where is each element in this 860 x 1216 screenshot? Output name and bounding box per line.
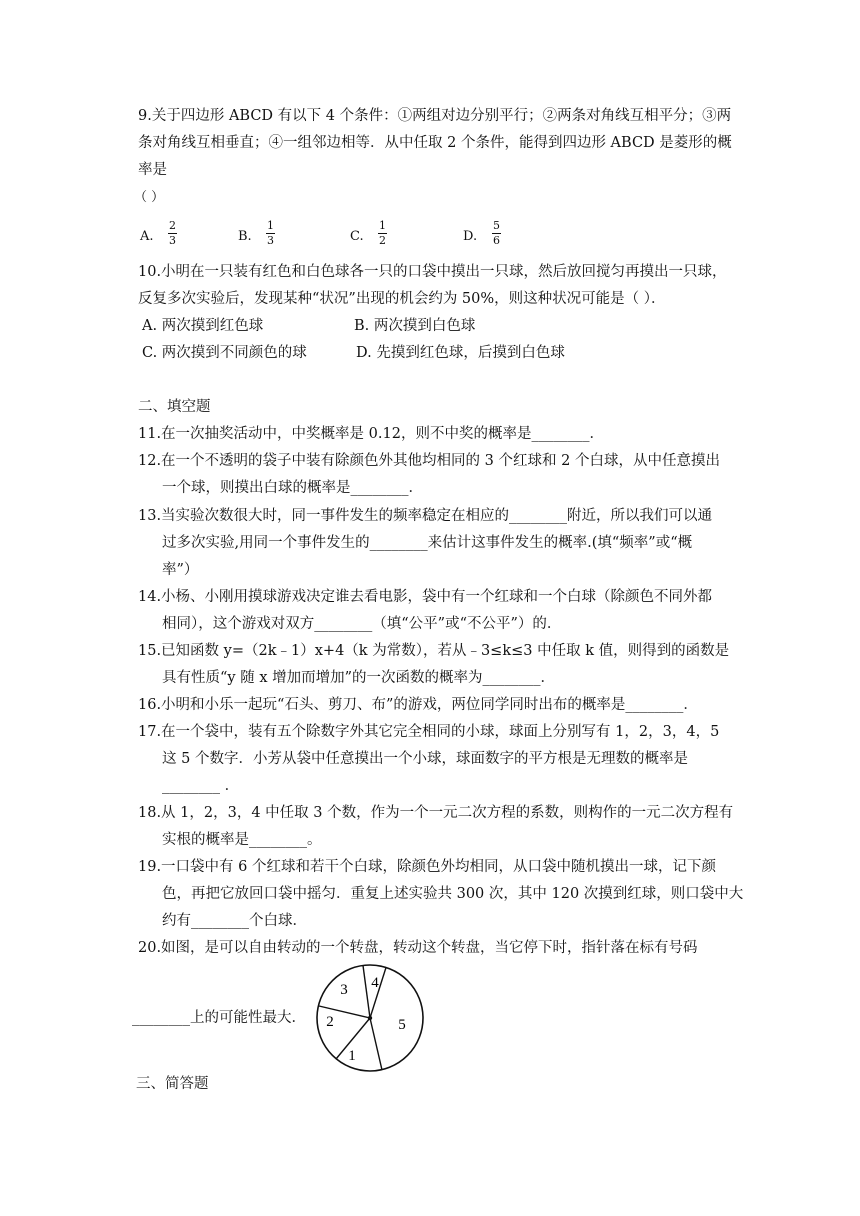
q10-line-2: 反复多次实验后，发现某种“状况”出现的机会约为 50%，则这种状况可能是（ ）． [138, 291, 666, 307]
q20-line-1: 20.如图，是可以自由转动的一个转盘，转动这个转盘，当它停下时，指针落在标有号码 [138, 940, 698, 956]
wheel-label-4: 4 [371, 975, 379, 991]
q17-line-3: ________ ． [162, 778, 240, 794]
numerator: 2 [169, 219, 176, 232]
q9-option-a-label: A. [140, 229, 154, 244]
q11-text: 11.在一次抽奖活动中，中奖概率是 0.12，则不中奖的概率是________． [138, 426, 604, 442]
q9-option-d-label: D. [463, 229, 478, 244]
q14-line-1: 14.小杨、小刚用摸球游戏决定谁去看电影，袋中有一个红球和一个白球（除颜色不同外都 [138, 589, 713, 605]
q9-answer-paren: （ ） [134, 190, 165, 205]
denominator: 3 [267, 234, 274, 247]
q10-option-d: D. 先摸到红色球，后摸到白色球 [356, 345, 565, 361]
spinner-wheel-figure [314, 962, 426, 1074]
q16-text: 16.小明和小乐一起玩“石头、剪刀、布”的游戏，两位同学同时出布的概率是________． [138, 697, 698, 713]
q20-line-2: ________上的可能性最大． [132, 1010, 306, 1026]
q10-option-c: C. 两次摸到不同颜色的球 [142, 345, 307, 361]
numerator: 5 [493, 219, 500, 232]
q15-line-1: 15.已知函数 y=（2k﹣1）x+4（k 为常数），若从﹣3≤k≤3 中任取 k 值，则得到的函数是 [138, 643, 730, 659]
wheel-label-2: 2 [326, 1014, 334, 1030]
q12-line-2: 一个球，则摸出白球的概率是________． [162, 480, 423, 496]
q9-line-2: 条对角线互相垂直；④一组邻边相等．从中任取 2 个条件，能得到四边形 ABCD 是菱形的概 [138, 135, 732, 151]
q10-line-1: 10.小明在一只装有红色和白色球各一只的口袋中摸出一只球，然后放回搅匀再摸出一只球， [138, 264, 727, 280]
q9-line-3: 率是 [138, 162, 167, 178]
q17-line-1: 17.在一个袋中，装有五个除数字外其它完全相同的小球，球面上分别写有 1，2，3，4，5 [138, 724, 720, 740]
q14-line-2: 相同），这个游戏对双方________（填“公平”或“不公平”）的． [162, 616, 562, 632]
denominator: 2 [379, 234, 386, 247]
q17-line-2: 这 5 个数字．小芳从袋中任意摸出一个小球，球面数字的平方根是无理数的概率是 [162, 751, 688, 767]
spinner-pivot [368, 1016, 372, 1020]
q13-line-2: 过多次实验,用同一个事件发生的________来估计这事件发生的概率.(填“频率”或“概 [162, 535, 693, 551]
q18-line-2: 实根的概率是________。 [162, 832, 322, 848]
q9-option-b-label: B. [238, 229, 252, 244]
q9-option-d-fraction [492, 220, 501, 247]
denominator: 6 [493, 234, 500, 247]
q9-line-1: 9.关于四边形 ABCD 有以下 4 个条件：①两组对边分别平行；②两条对角线互相平分；③两 [138, 108, 732, 124]
q19-line-3: 约有________个白球． [162, 913, 307, 929]
wheel-label-5: 5 [398, 1017, 406, 1033]
q19-line-2: 色，再把它放回口袋中摇匀．重复上述实验共 300 次，其中 120 次摸到红球，则口袋中大 [162, 886, 744, 902]
q10-option-b: B. 两次摸到白色球 [354, 318, 476, 334]
q15-line-2: 具有性质“y 随 x 增加而增加”的一次函数的概率为________． [162, 670, 556, 686]
q10-option-a: A. 两次摸到红色球 [142, 318, 264, 334]
q13-line-3: 率”） [162, 562, 199, 578]
section-2-heading: 二、填空题 [138, 399, 211, 415]
q9-option-a-fraction [168, 220, 177, 247]
q9-option-c-label: C. [350, 229, 364, 244]
denominator: 3 [169, 234, 176, 247]
q13-line-1: 13.当实验次数很大时，同一事件发生的频率稳定在相应的________附近，所以我们可以通 [138, 508, 713, 524]
numerator: 1 [267, 219, 274, 232]
q12-line-1: 12.在一个不透明的袋子中装有除颜色外其他均相同的 3 个红球和 2 个白球，从中任意摸出 [138, 453, 720, 469]
numerator: 1 [379, 219, 386, 232]
q18-line-1: 18.从 1，2，3，4 中任取 3 个数，作为一个一元二次方程的系数，则构作的一元二次方程有 [138, 805, 734, 821]
section-3-heading: 三、简答题 [136, 1076, 209, 1092]
q9-option-c-fraction [378, 220, 387, 247]
wheel-label-1: 1 [348, 1048, 356, 1064]
wheel-label-3: 3 [340, 982, 348, 998]
q19-line-1: 19.一口袋中有 6 个红球和若干个白球，除颜色外均相同，从口袋中随机摸出一球，记下颜 [138, 859, 716, 875]
q9-option-b-fraction [266, 220, 275, 247]
